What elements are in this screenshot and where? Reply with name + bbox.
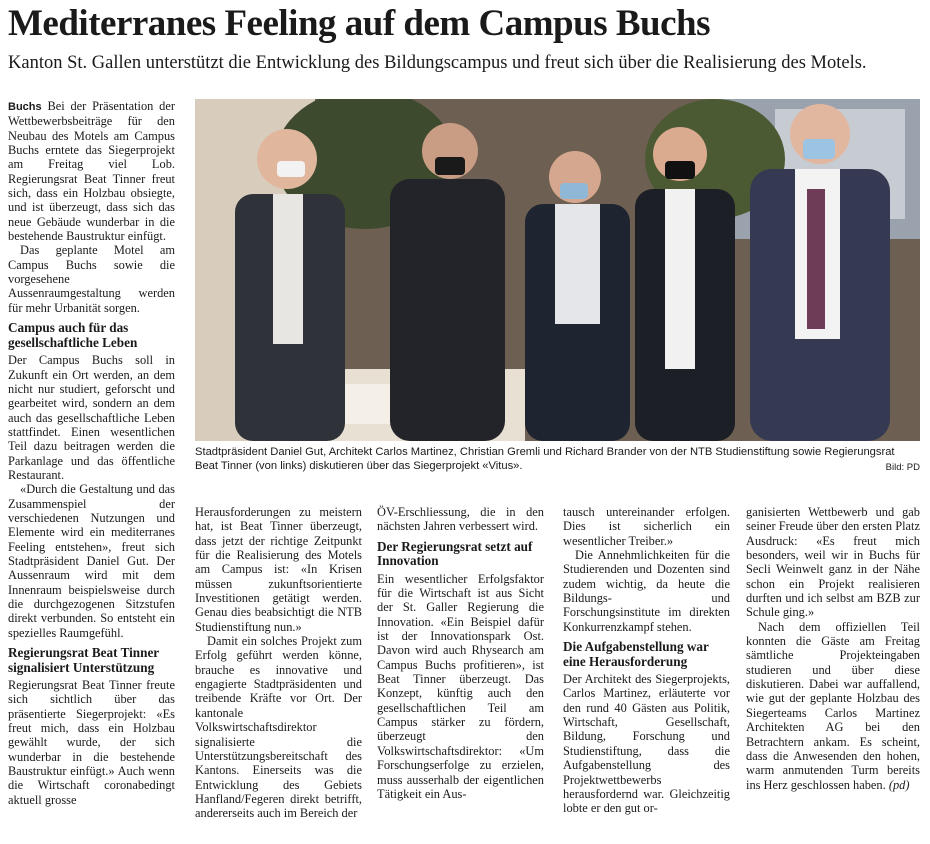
paragraph: Herausforderungen zu meistern hat, ist Beat Tinner überzeugt, dass jetzt der richtige Zeitpunkt für die Realisierung des Motels am Campus ist: «In Krisen müssen zukunftsorientierte Investitionen getätigt werden. Genau dies beabsichtigt die NTB Studienstiftung nun.» bbox=[195, 505, 362, 634]
column-2 bbox=[195, 505, 362, 821]
column-5 bbox=[746, 505, 920, 792]
column-4 bbox=[563, 505, 730, 816]
subheading: Der Regierungsrat setzt auf Innovation bbox=[377, 538, 533, 569]
paragraph: «Durch die Gestaltung und das Zusammenspiel der verschiedenen Nutzungen und Elemente wird ein mediterranes Feeling entstehen», freut sich Stadtpräsident Daniel Gut. Der Aussenraum wird mit dem Innenraum beispielsweise durch die durchgezogenen Sitzstufen direkt verbunden. So entsteht ein spezielles Raumgefühl. bbox=[8, 482, 175, 640]
column-1 bbox=[8, 99, 175, 807]
paragraph: Der Campus Buchs soll in Zukunft ein Ort werden, an dem nicht nur studiert, geforscht und gearbeitet wird, sondern an dem auch das gesellschaftliche Leben stattfindet. Einen wesentlichen Teil dazu beitragen werden die Parkanlage und das öffentliche Restaurant. bbox=[8, 353, 175, 482]
paragraph: Damit ein solches Projekt zum Erfolg geführt werden könne, brauche es innovative und engagierte Stadtpräsidenten und treibende Kräfte vor Ort. Der kantonale Volkswirtschaftsdirektor signalisierte die Unterstützungsbereitschaft des Kantons. Einerseits was die Entwicklung des Gebiets Hanfland/Fegeren direkt betrifft, andererseits auch im Bereich der bbox=[195, 634, 362, 821]
paragraph: Das geplante Motel am Campus Buchs sowie die vorgesehene Aussenraumgestaltung werden für mehr Urbanität sorgen. bbox=[8, 243, 175, 315]
photo-credit: Bild: PD bbox=[885, 462, 920, 473]
column-3 bbox=[377, 505, 544, 801]
photo-illustration bbox=[195, 99, 920, 441]
dateline: Buchs bbox=[8, 101, 42, 113]
paragraph: Regierungsrat Beat Tinner freute sich sichtlich über das präsentierte Siegerprojekt: «Es freut mich, dass ein Holzbau gewählt wurde, der sich wunderbar in die bestehende Baustruktur einfügt.» Auch wenn die Wirtschaft coronabedingt aktuell grosse bbox=[8, 678, 175, 807]
paragraph: ÖV-Erschliessung, die in den nächsten Jahren verbessert wird. bbox=[377, 505, 544, 534]
article-photo bbox=[195, 99, 920, 441]
paragraph: Die Annehmlichkeiten für die Studierenden und Dozenten sind zudem wichtig, da heute die Bildungs- und Forschungsinstitute im direkten Konkurrenzkampf stehen. bbox=[563, 548, 730, 634]
paragraph: Nach dem offiziellen Teil konnten die Gäste am Freitag sämtliche Projekteingaben studieren und über diese diskutieren. Dabei war auffallend, wie gut der geplante Holzbau des Siegerteams Carlos Martinez Architekten AG bei den Betrachtern ankam. Es scheint, dass die Anwesenden den hohen, warm anmutenden Turm bereits ins Herz geschlossen haben. (pd) bbox=[746, 619, 920, 792]
paragraph: tausch untereinander erfolgen. Dies ist sicherlich ein wesentlicher Treiber.» bbox=[563, 505, 730, 548]
subheading: Die Aufgabenstellung war eine Herausforderung bbox=[563, 639, 709, 669]
subheading: Campus auch für das gesellschaftliche Leben bbox=[8, 320, 138, 350]
author-signoff: (pd) bbox=[888, 777, 910, 792]
paragraph: Der Architekt des Siegerprojekts, Carlos Martinez, erläuterte vor den rund 40 Gästen aus Politik, Wirtschaft, Gesellschaft, Bildung, Forschung und Studienstiftung, dass die Aufgabenstellung des Projektwettbewerbs herausfordernd war. Gleichzeitig lobte er den gut or- bbox=[563, 672, 730, 816]
lead-paragraph: Buchs Bei der Präsentation der Wettbewerbsbeiträge für den Neubau des Motels am Campus Buchs erntete das Siegerprojekt am Freitag viel Lob. Regierungsrat Beat Tinner freut sich, dass ein Holzbau obsiegte, und ist überzeugt, dass sich das neue Gebäude wunderbar in die bestehende Baustruktur einfügt. bbox=[8, 99, 175, 244]
paragraph: Ein wesentlicher Erfolgsfaktor für die Wirtschaft ist aus Sicht der St. Galler Regierung die Innovation. «Ein Beispiel dafür ist der Innovationspark Ost. Davon wird auch Rhysearch am Campus Buchs profitieren», ist Beat Tinner überzeugt. Das Konzept, künftig auch den gesellschaftlichen Teil am Campus stärker zu fördern, überzeugt den Volkswirtschaftsdirektor: «Um Forschungserfolge zu erzielen, muss ausserhalb der eigentlichen Tätigkeit ein Aus- bbox=[377, 571, 544, 801]
subheading: Regierungsrat Beat Tinner signalisiert Unterstützung bbox=[8, 645, 159, 675]
paragraph: ganisierten Wettbewerb und gab seiner Freude über den ersten Platz Ausdruck: «Es freut mich besonders, weil wir in Buchs für Secli Weinwelt ganz in der Nähe schon ein Projekt realisieren durften und ich selbst am BZB zur Schule ging.» bbox=[746, 505, 920, 620]
photo-caption: Stadtpräsident Daniel Gut, Architekt Carlos Martinez, Christian Gremli und Richard Brander von der NTB Studienstiftung sowie Regierungsrat Beat Tinner (von links) diskutieren über das Siegerprojekt «Vitus». bbox=[195, 446, 895, 472]
subheadline: Kanton St. Gallen unterstützt die Entwicklung des Bildungscampus und freut sich über die Realisierung des Motels. bbox=[8, 53, 867, 73]
headline: Mediterranes Feeling auf dem Campus Buchs bbox=[8, 3, 710, 44]
